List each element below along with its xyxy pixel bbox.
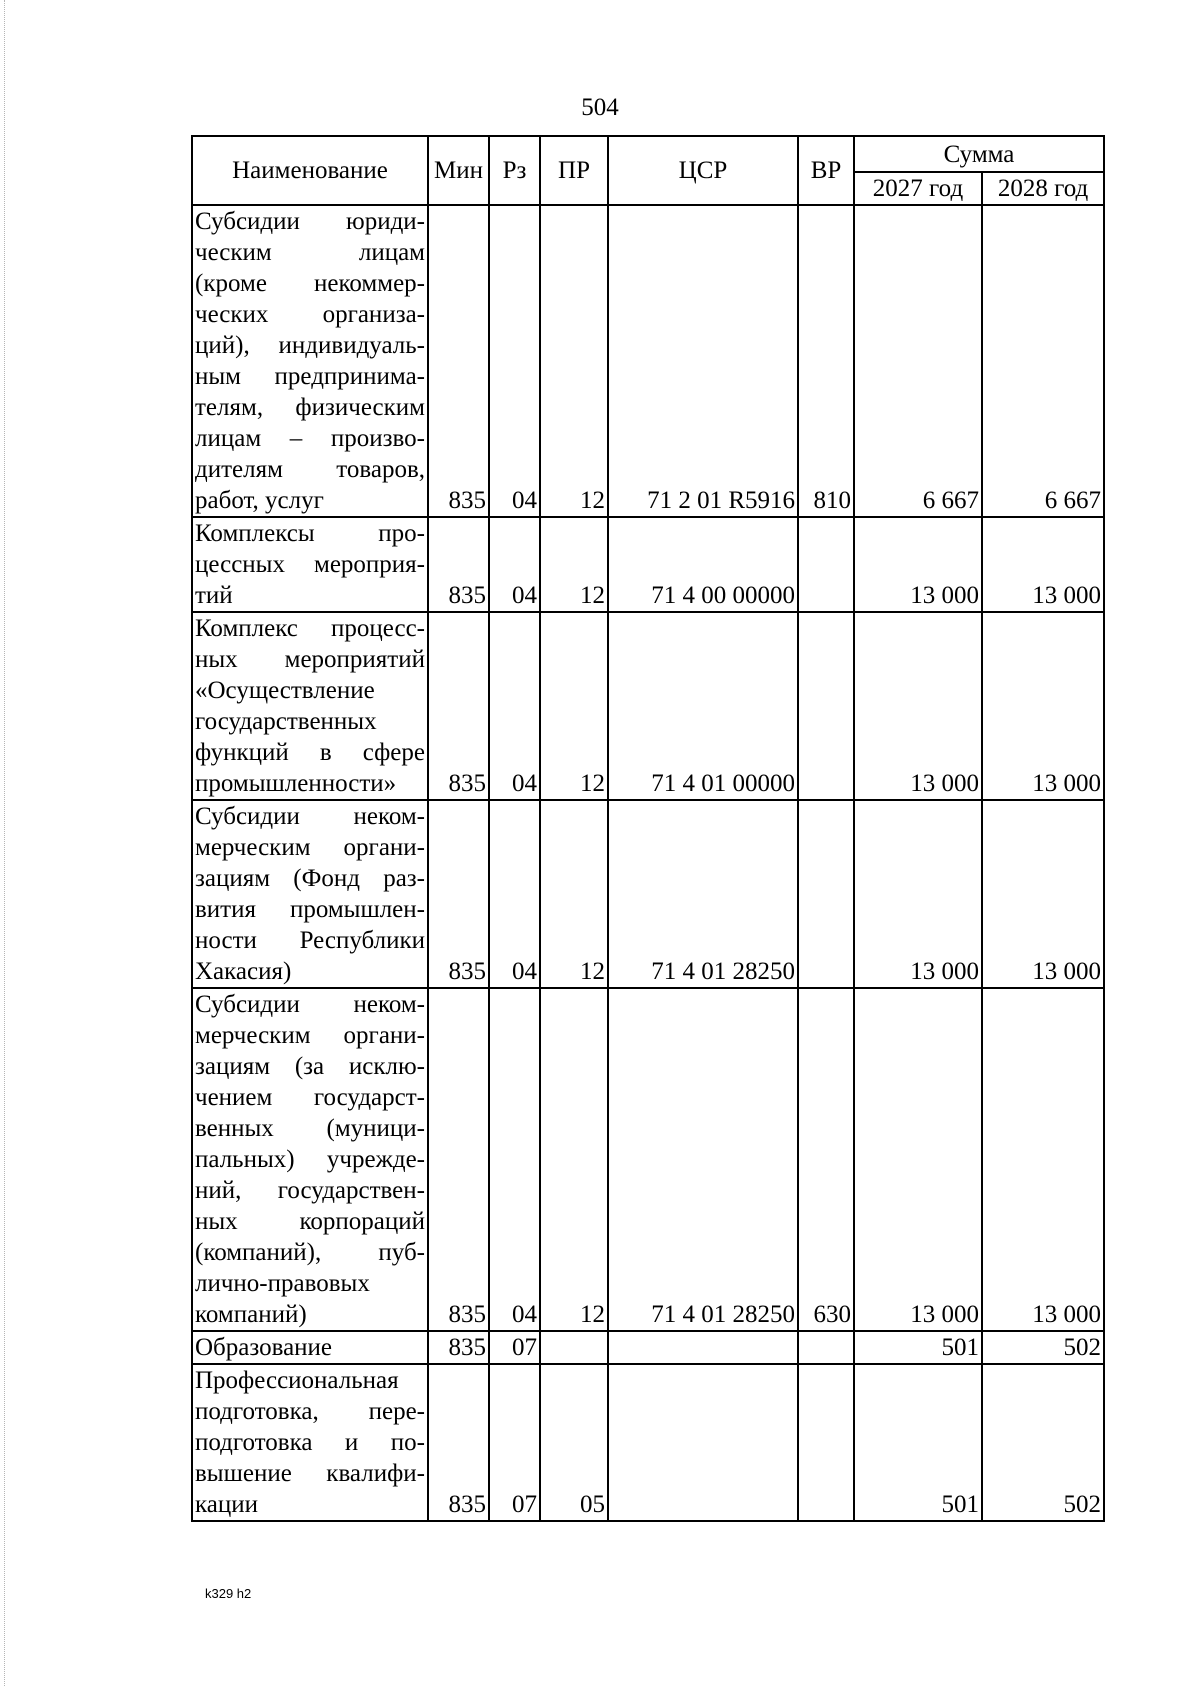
row-name-cell: [192, 1364, 428, 1521]
row-name-line: промышленности»: [195, 770, 397, 797]
row-name-line: вышение квалифи-: [195, 1460, 425, 1487]
row-name-line: мерческим органи-: [195, 1022, 425, 1049]
row-pr-cell: 05: [540, 1364, 608, 1521]
row-pr-cell: [540, 1331, 608, 1364]
row-pr-cell: 12: [540, 800, 608, 988]
row-2028-cell: 502: [982, 1331, 1104, 1364]
header-pr: ПР: [540, 136, 608, 205]
table-row: [192, 612, 1104, 800]
header-year-2027: 2027 год: [854, 172, 982, 205]
row-name-line: лицам – произво-: [195, 425, 425, 452]
row-name-line: функций в сфере: [195, 739, 425, 766]
row-vr-cell: [798, 517, 854, 612]
row-name-line: Субсидии неком-: [195, 991, 425, 1018]
row-rz-cell: 07: [489, 1331, 540, 1364]
row-name-line: ных корпораций: [195, 1208, 425, 1235]
row-name-line: «Осуществление: [195, 677, 375, 704]
row-2028-cell: 502: [982, 1364, 1104, 1521]
row-name-line: мерческим органи-: [195, 834, 425, 861]
header-sum: Сумма: [854, 136, 1104, 172]
row-2028-cell: 13 000: [982, 800, 1104, 988]
row-csr-cell: [608, 1364, 798, 1521]
row-name-line: работ, услуг: [195, 487, 324, 514]
header-year-2028: 2028 год: [982, 172, 1104, 205]
row-name-line: ности Республики: [195, 927, 425, 954]
row-2028-cell: 13 000: [982, 517, 1104, 612]
row-name-line: кации: [195, 1491, 259, 1518]
row-csr-cell: [608, 1331, 798, 1364]
row-name-line: цессных мероприя-: [195, 551, 425, 578]
row-name-cell: [192, 612, 428, 800]
row-vr-cell: 630: [798, 988, 854, 1331]
header-rz: Рз: [489, 136, 540, 205]
table-body: [192, 205, 1104, 1521]
row-csr-cell: 71 4 00 00000: [608, 517, 798, 612]
row-min-cell: 835: [428, 517, 489, 612]
row-name-line: подготовка и по-: [195, 1429, 425, 1456]
row-vr-cell: 810: [798, 205, 854, 517]
row-name-line: зациям (за исклю-: [195, 1053, 425, 1080]
row-name-line: Субсидии юриди-: [195, 208, 425, 235]
row-name-line: (компаний), пуб-: [195, 1239, 425, 1266]
row-2028-cell: 13 000: [982, 612, 1104, 800]
row-rz-cell: 04: [489, 205, 540, 517]
row-name-line: тий: [195, 582, 233, 609]
header-name: Наименование: [192, 136, 428, 205]
table-row: [192, 1364, 1104, 1521]
row-name-cell: [192, 205, 428, 517]
row-name-line: ческих организа-: [195, 301, 425, 328]
row-name-line: компаний): [195, 1301, 307, 1328]
header-csr: ЦСР: [608, 136, 798, 205]
row-2027-cell: 6 667: [854, 205, 982, 517]
row-min-cell: 835: [428, 800, 489, 988]
row-name-cell: [192, 517, 428, 612]
row-name-line: Комплексы про-: [195, 520, 425, 547]
row-name-line: Профессиональная: [195, 1367, 399, 1394]
row-csr-cell: 71 4 01 28250: [608, 800, 798, 988]
budget-table: [191, 135, 1105, 1522]
row-rz-cell: 04: [489, 517, 540, 612]
row-name-line: зациям (Фонд раз-: [195, 865, 425, 892]
row-name-line: (кроме некоммер-: [195, 270, 425, 297]
row-pr-cell: 12: [540, 988, 608, 1331]
row-rz-cell: 04: [489, 612, 540, 800]
row-min-cell: 835: [428, 1364, 489, 1521]
table-row: [192, 205, 1104, 517]
row-min-cell: 835: [428, 612, 489, 800]
row-rz-cell: 07: [489, 1364, 540, 1521]
row-name-line: телям, физическим: [195, 394, 425, 421]
row-csr-cell: 71 4 01 00000: [608, 612, 798, 800]
row-name-line: ний, государствен-: [195, 1177, 425, 1204]
row-name-line: государственных: [195, 708, 377, 735]
row-name-line: Образование: [195, 1334, 333, 1361]
row-name-line: лично-правовых: [195, 1270, 370, 1297]
row-name-line: ных мероприятий: [195, 646, 425, 673]
row-2027-cell: 501: [854, 1331, 982, 1364]
table-row: [192, 1331, 1104, 1364]
row-name-line: Комплекс процесс-: [195, 615, 425, 642]
row-rz-cell: 04: [489, 988, 540, 1331]
row-vr-cell: [798, 612, 854, 800]
row-2028-cell: 13 000: [982, 988, 1104, 1331]
row-csr-cell: 71 4 01 28250: [608, 988, 798, 1331]
row-name-line: Субсидии неком-: [195, 803, 425, 830]
row-name-cell: [192, 1331, 428, 1364]
table-row: [192, 988, 1104, 1331]
page-number: 504: [581, 94, 619, 121]
row-csr-cell: 71 2 01 R5916: [608, 205, 798, 517]
row-name-line: чением государст-: [195, 1084, 425, 1111]
row-2027-cell: 13 000: [854, 612, 982, 800]
table-row: [192, 517, 1104, 612]
row-name-cell: [192, 988, 428, 1331]
row-name-line: дителям товаров,: [195, 456, 425, 483]
row-2027-cell: 13 000: [854, 517, 982, 612]
row-name-line: ческим лицам: [195, 239, 425, 266]
header-min: Мин: [428, 136, 489, 205]
row-pr-cell: 12: [540, 205, 608, 517]
row-name-line: ций), индивидуаль-: [195, 332, 425, 359]
row-name-line: Хакасия): [195, 958, 292, 985]
row-min-cell: 835: [428, 1331, 489, 1364]
row-name-line: ным предпринима-: [195, 363, 425, 390]
row-2027-cell: 13 000: [854, 988, 982, 1331]
footer-code: k329 h2: [205, 1586, 252, 1601]
row-name-line: вития промышлен-: [195, 896, 425, 923]
row-name-line: пальных) учрежде-: [195, 1146, 425, 1173]
row-vr-cell: [798, 800, 854, 988]
row-name-cell: [192, 800, 428, 988]
row-name-line: венных (муници-: [195, 1115, 425, 1142]
scan-edge-artifact: [4, 0, 8, 1686]
row-rz-cell: 04: [489, 800, 540, 988]
row-2027-cell: 13 000: [854, 800, 982, 988]
header-vr: ВР: [798, 136, 854, 205]
row-min-cell: 835: [428, 205, 489, 517]
row-min-cell: 835: [428, 988, 489, 1331]
row-vr-cell: [798, 1364, 854, 1521]
row-pr-cell: 12: [540, 517, 608, 612]
row-name-line: подготовка, пере-: [195, 1398, 425, 1425]
table-row: [192, 800, 1104, 988]
row-vr-cell: [798, 1331, 854, 1364]
row-2027-cell: 501: [854, 1364, 982, 1521]
row-2028-cell: 6 667: [982, 205, 1104, 517]
row-pr-cell: 12: [540, 612, 608, 800]
